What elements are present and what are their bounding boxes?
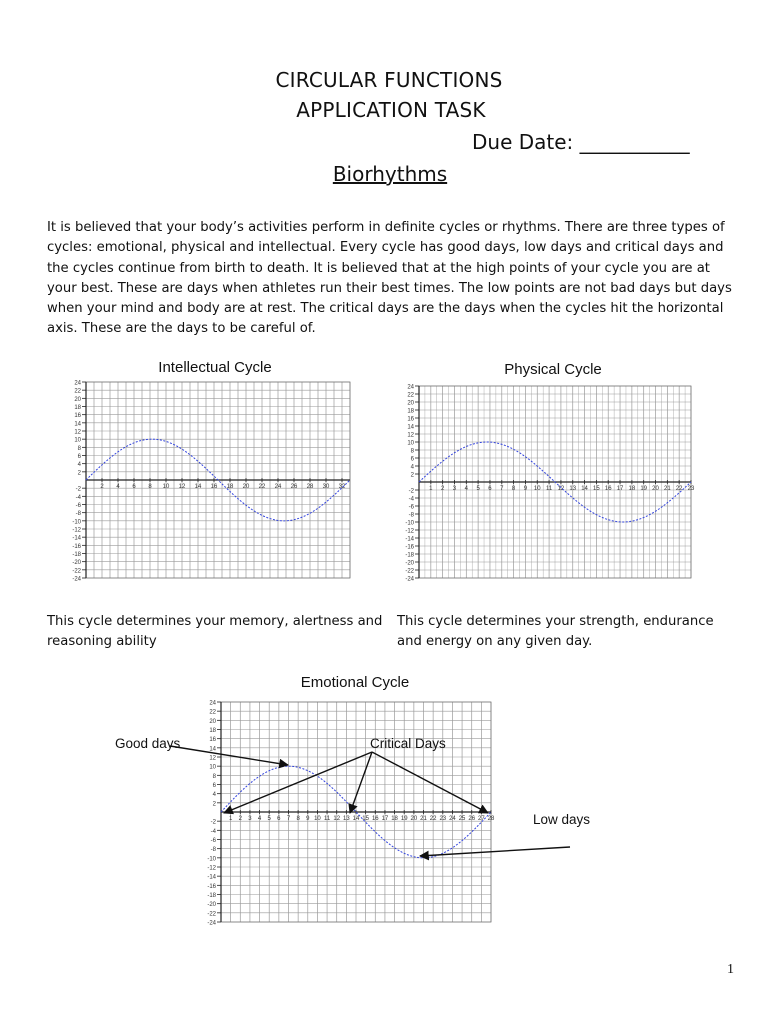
x-tick-label: 15	[362, 816, 369, 822]
x-tick-label: 1	[228, 816, 233, 822]
y-tick-label: 6	[77, 454, 81, 460]
page-title: CIRCULAR FUNCTIONS	[275, 68, 503, 92]
x-tick-label: 3	[248, 816, 252, 822]
y-tick-label: -6	[408, 504, 414, 511]
page-number: 1	[727, 962, 734, 977]
y-tick-label: 10	[407, 440, 414, 447]
y-tick-label: 22	[407, 392, 414, 399]
x-tick-label: 10	[314, 816, 321, 822]
y-tick-label: -6	[75, 503, 81, 509]
y-tick-label: 24	[74, 380, 81, 387]
y-tick-label: 12	[407, 432, 414, 439]
y-tick-label: 24	[209, 700, 216, 707]
y-tick-label: -6	[210, 838, 216, 844]
x-tick-label: 11	[545, 486, 553, 492]
x-tick-label: 23	[439, 816, 447, 822]
critical-days-arrow	[224, 752, 372, 813]
y-tick-label: -14	[207, 874, 216, 881]
x-tick-label: 12	[178, 484, 186, 490]
x-tick-label: 23	[687, 486, 695, 492]
y-tick-label: 16	[209, 737, 216, 744]
y-tick-label: 20	[407, 400, 414, 407]
x-tick-label: 27	[478, 816, 485, 822]
y-tick-label: 2	[212, 801, 216, 808]
x-tick-label: 18	[628, 486, 636, 492]
x-tick-label: 9	[306, 816, 310, 822]
intro-text: It is believed that your body’s activities perform in definite cycles or rhythms. There are three types of cycles: emotional, physical and intellectual. Every cycle has good days, low days and critical days and the cycles continue from birth to death. It is believed that at the high points of your cycle you are at your best. These are days when athletes run their best times. The low points are not bad days but days when your mind and body are at rest. The critical days are the days when the cycles hit the horizontal axis. These are the days to be careful of.	[47, 220, 732, 337]
x-tick-label: 20	[410, 816, 418, 822]
x-tick-label: 25	[458, 816, 466, 822]
x-tick-label: 16	[604, 486, 612, 492]
x-tick-label: 2	[440, 486, 445, 492]
y-tick-label: 8	[410, 448, 414, 455]
x-tick-label: 2	[100, 484, 104, 490]
x-tick-label: 26	[468, 816, 476, 822]
x-tick-label: 14	[352, 816, 360, 822]
y-tick-label: 14	[74, 421, 81, 428]
x-tick-label: 18	[226, 484, 234, 490]
y-tick-label: 12	[74, 429, 81, 436]
x-tick-label: 1	[429, 486, 433, 492]
y-tick-label: 4	[410, 464, 414, 471]
chart-title: Emotional Cycle	[300, 674, 410, 691]
y-tick-label: 22	[209, 709, 216, 716]
good-days-label: Good days	[115, 736, 181, 751]
x-tick-label: 28	[487, 816, 495, 822]
y-tick-label: 4	[212, 792, 216, 799]
x-tick-label: 22	[258, 484, 266, 490]
y-tick-label: -14	[72, 535, 81, 542]
x-tick-label: 21	[420, 816, 427, 822]
x-tick-label: 12	[557, 486, 565, 492]
x-tick-label: 22	[429, 816, 437, 822]
y-tick-label: 18	[407, 408, 414, 415]
y-tick-label: 2	[410, 472, 414, 479]
x-tick-label: 20	[242, 484, 250, 490]
y-tick-label: -24	[72, 576, 81, 583]
y-tick-label: 4	[77, 462, 81, 469]
y-tick-label: -10	[207, 856, 216, 863]
y-tick-label: -24	[207, 920, 216, 927]
x-tick-label: 4	[116, 484, 120, 490]
x-tick-label: 8	[511, 486, 516, 492]
y-tick-label: 16	[74, 413, 81, 420]
y-tick-label: -2	[75, 486, 81, 493]
section-heading: Biorhythms	[332, 162, 448, 186]
good-days-arrow	[170, 746, 288, 765]
y-tick-label: -20	[405, 560, 414, 567]
x-tick-label: 19	[640, 486, 648, 492]
y-tick-label: -12	[207, 865, 216, 872]
x-tick-label: 30	[322, 484, 330, 490]
x-tick-label: 6	[488, 486, 492, 492]
y-tick-label: -16	[72, 543, 81, 550]
y-tick-label: 20	[74, 396, 81, 403]
y-tick-label: -20	[207, 902, 216, 909]
x-tick-label: 6	[132, 484, 136, 490]
y-tick-label: 8	[77, 445, 81, 452]
y-tick-label: 18	[74, 405, 81, 411]
y-tick-label: 20	[209, 718, 216, 725]
chart-title: Physical Cycle	[504, 361, 602, 378]
x-tick-label: 26	[290, 484, 298, 490]
x-tick-label: 24	[274, 484, 282, 490]
x-tick-label: 10	[162, 484, 170, 490]
y-tick-label: 10	[74, 437, 81, 444]
x-tick-label: 9	[523, 486, 528, 492]
x-tick-label: 19	[400, 816, 408, 822]
y-tick-label: -16	[207, 883, 216, 890]
x-tick-label: 24	[449, 816, 456, 822]
page-subtitle: APPLICATION TASK	[296, 98, 486, 122]
y-tick-label: -24	[405, 576, 414, 583]
y-tick-label: -2	[210, 819, 216, 826]
x-tick-label: 16	[210, 484, 218, 490]
chart-title: Intellectual Cycle	[158, 359, 272, 376]
y-tick-label: -4	[75, 494, 81, 501]
x-tick-label: 13	[569, 486, 577, 492]
y-tick-label: -8	[408, 512, 414, 519]
physical-caption: This cycle determines your strength, endurance and energy on any given day.	[397, 614, 714, 649]
x-tick-label: 5	[267, 816, 271, 822]
x-tick-label: 2	[238, 816, 242, 822]
y-tick-label: -12	[405, 528, 414, 535]
y-tick-label: 18	[209, 728, 216, 734]
low-days-label: Low days	[533, 812, 591, 827]
x-tick-label: 5	[476, 486, 480, 492]
x-tick-label: 28	[306, 484, 314, 490]
y-tick-label: 22	[74, 388, 81, 395]
critical-days-arrow	[372, 752, 488, 813]
y-tick-label: -22	[405, 568, 414, 575]
x-tick-label: 14	[194, 484, 202, 490]
y-tick-label: 2	[77, 470, 81, 477]
x-tick-label: 32	[338, 484, 346, 490]
y-tick-label: 14	[209, 746, 216, 753]
x-tick-label: 3	[452, 486, 457, 492]
y-tick-label: -14	[405, 536, 414, 543]
x-tick-label: 10	[533, 486, 541, 492]
y-tick-label: 6	[212, 783, 216, 789]
x-tick-label: 7	[286, 816, 291, 822]
y-tick-label: 8	[212, 773, 216, 780]
x-tick-label: 15	[593, 486, 600, 492]
y-tick-label: -4	[408, 496, 414, 503]
x-tick-label: 20	[652, 486, 659, 492]
due-date-field: Due Date: ___________	[472, 130, 690, 154]
x-tick-label: 4	[257, 816, 262, 822]
x-tick-label: 8	[148, 484, 152, 490]
y-tick-label: -22	[72, 568, 81, 575]
y-tick-label: -16	[405, 544, 414, 551]
y-tick-label: 6	[410, 456, 414, 463]
x-tick-label: 7	[500, 486, 504, 492]
x-tick-label: 16	[371, 816, 379, 822]
y-tick-label: -8	[75, 511, 81, 518]
y-tick-label: -18	[72, 552, 81, 558]
x-tick-label: 13	[343, 816, 350, 822]
x-tick-label: 8	[296, 816, 300, 822]
y-tick-label: 16	[407, 416, 414, 423]
y-tick-label: -22	[207, 911, 216, 918]
y-tick-label: -4	[210, 828, 216, 835]
x-tick-label: 12	[333, 816, 341, 822]
low-days-arrow	[420, 847, 570, 856]
y-tick-label: -18	[405, 552, 414, 559]
y-tick-label: 12	[209, 755, 216, 762]
y-tick-label: -10	[72, 519, 81, 526]
x-tick-label: 11	[323, 816, 331, 822]
x-tick-label: 6	[277, 816, 281, 822]
y-tick-label: -8	[210, 847, 216, 854]
x-tick-label: 17	[616, 486, 624, 492]
intellectual-caption: This cycle determines your memory, alertness and reasoning ability	[47, 614, 383, 649]
y-tick-label: -18	[207, 893, 216, 899]
y-tick-label: -20	[72, 560, 81, 567]
x-tick-label: 17	[381, 816, 389, 822]
y-tick-label: -10	[405, 520, 414, 527]
x-tick-label: 21	[664, 486, 671, 492]
x-tick-label: 18	[391, 816, 398, 822]
critical-days-label: Critical Days	[370, 736, 446, 751]
y-tick-label: -12	[72, 527, 81, 534]
x-tick-label: 14	[581, 486, 588, 492]
y-tick-label: 24	[407, 384, 414, 391]
x-tick-label: 4	[464, 486, 468, 492]
y-tick-label: 10	[209, 764, 216, 771]
x-tick-label: 22	[675, 486, 683, 492]
y-tick-label: 14	[407, 424, 414, 431]
critical-days-arrow	[350, 752, 372, 813]
y-tick-label: -2	[408, 488, 414, 495]
